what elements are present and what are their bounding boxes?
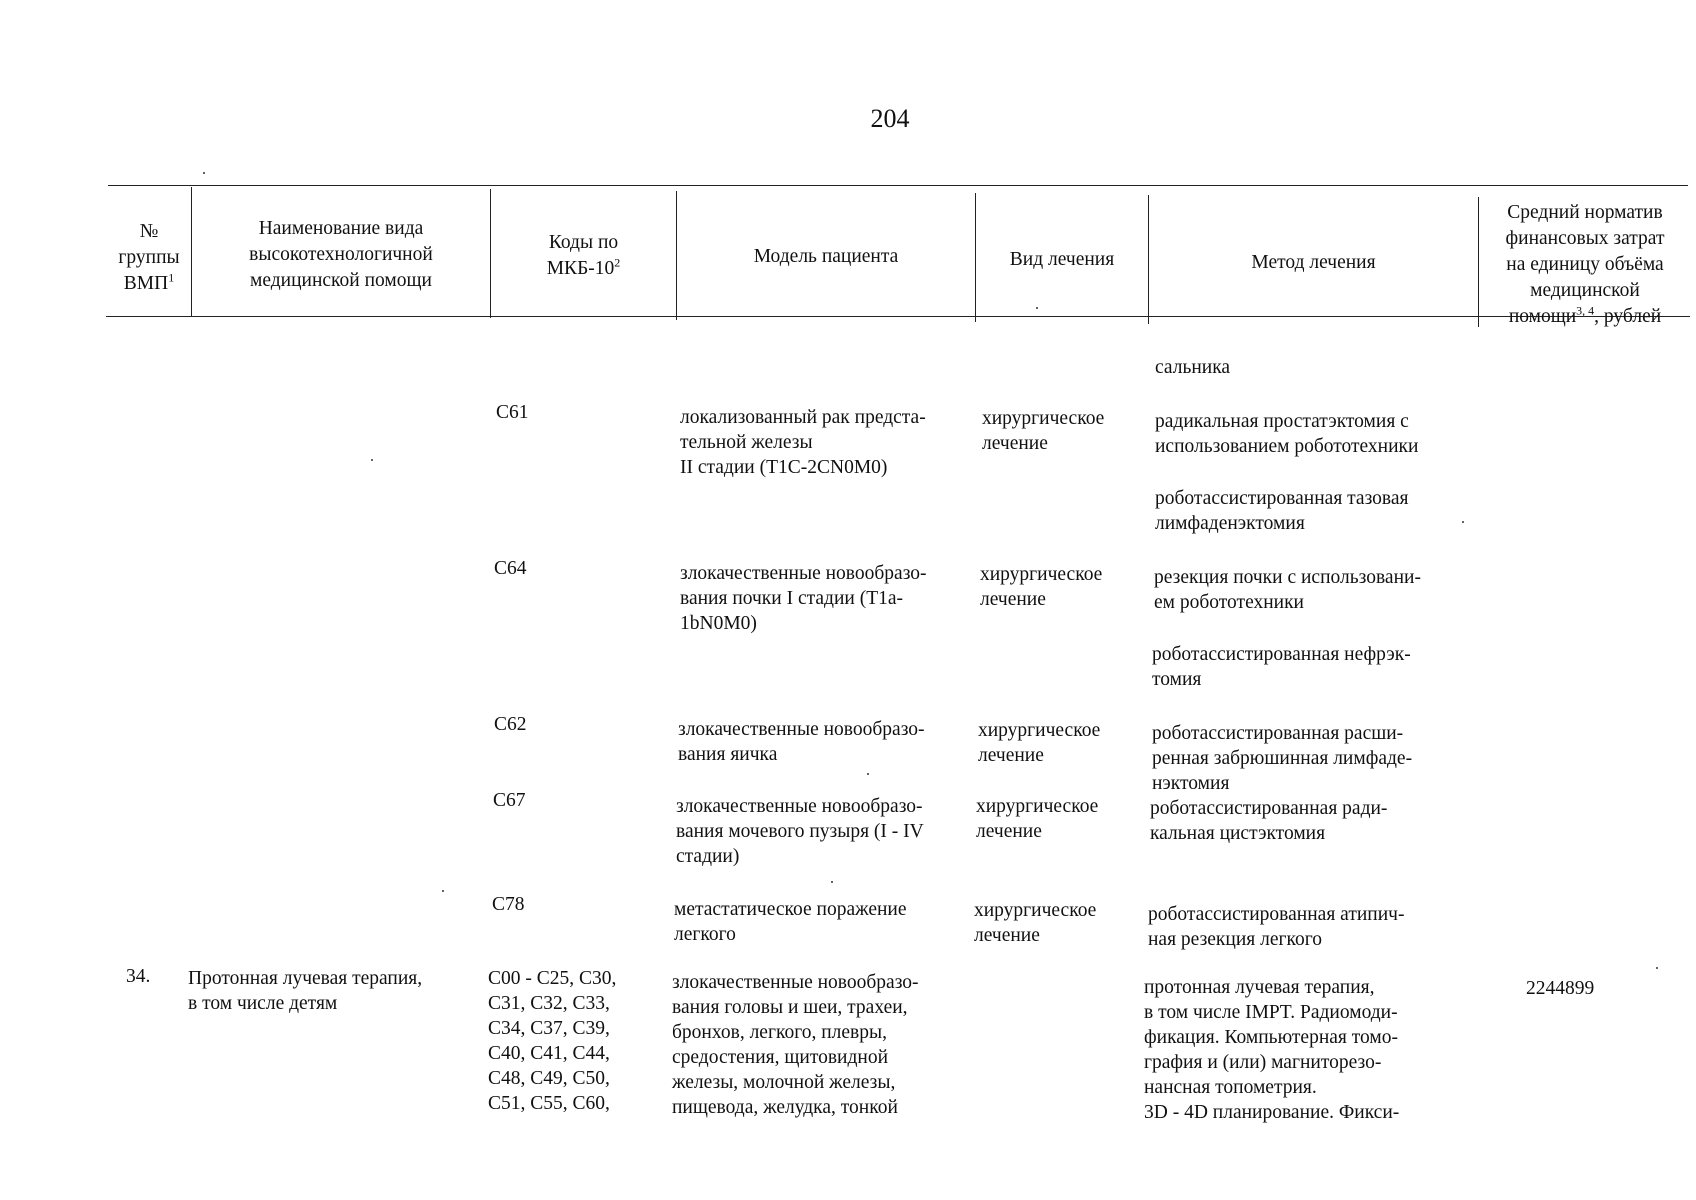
header-icd-codes-text: Коды по МКБ-10 bbox=[546, 232, 619, 279]
header-top-border bbox=[108, 185, 1688, 186]
header-divider bbox=[191, 187, 192, 317]
treatment-type-cell: хирургическое лечение bbox=[974, 900, 1097, 946]
header-patient-model bbox=[678, 212, 974, 302]
footnote-ref: 1 bbox=[168, 270, 175, 285]
footnote-ref: 2 bbox=[614, 255, 621, 270]
patient-model-cell: злокачественные новообразо- вания мочевого пузыря (I - IV стадии) bbox=[676, 796, 924, 867]
page-number: 204 bbox=[870, 104, 910, 133]
header-divider bbox=[1478, 197, 1479, 327]
header-vmp-name-text: Наименование вида высокотехнологичной медицинской помощи bbox=[249, 218, 433, 291]
header-treatment-type bbox=[977, 214, 1147, 306]
treatment-type-cell: хирургическое лечение bbox=[978, 720, 1101, 766]
method-cell: роботассистированная расши- ренная забрюшинная лимфаде- нэктомия bbox=[1152, 723, 1413, 794]
treatment-type-cell: хирургическое лечение bbox=[982, 408, 1105, 454]
icd-code-cell: C64 bbox=[494, 558, 527, 579]
header-divider bbox=[975, 193, 976, 322]
patient-model-cell: метастатическое поражение легкого bbox=[674, 899, 907, 945]
method-cell: роботассистированная тазовая лимфаденэктомия bbox=[1155, 488, 1409, 534]
header-divider bbox=[1148, 195, 1149, 324]
patient-model-cell: злокачественные новообразо- вания яичка bbox=[678, 719, 925, 765]
header-treatment-method bbox=[1150, 216, 1477, 310]
header-cost-norm bbox=[1480, 200, 1690, 330]
header-bottom-border bbox=[106, 316, 1690, 317]
header-cost-norm-tail: , рублей bbox=[1594, 306, 1662, 327]
group-number-cell: 34. bbox=[126, 966, 151, 987]
method-cell: сальника bbox=[1155, 357, 1231, 378]
scan-speck bbox=[1462, 521, 1464, 523]
header-group-number bbox=[108, 208, 190, 308]
icd-code-cell: C67 bbox=[493, 790, 526, 811]
scan-speck bbox=[867, 773, 869, 775]
footnote-ref: 3, 4 bbox=[1576, 303, 1595, 318]
scan-speck bbox=[831, 881, 833, 883]
method-cell: резекция почки с использовани- ем робототехники bbox=[1154, 567, 1421, 613]
header-divider bbox=[676, 191, 677, 320]
patient-model-cell: локализованный рак предста- тельной железы II стадии (T1C-2CN0M0) bbox=[680, 407, 926, 478]
patient-model-cell: злокачественные новообразо- вания почки I стадии (T1a- 1bN0M0) bbox=[680, 563, 927, 634]
icd-code-cell: C78 bbox=[492, 894, 525, 915]
scan-speck bbox=[371, 459, 373, 461]
scan-speck bbox=[442, 890, 444, 892]
cost-cell: 2244899 bbox=[1526, 978, 1595, 999]
vmp-name-cell: Протонная лучевая терапия, в том числе детям bbox=[188, 968, 423, 1014]
scan-speck bbox=[1036, 307, 1038, 309]
method-cell: радикальная простатэктомия с использованием робототехники bbox=[1155, 411, 1419, 457]
header-vmp-name bbox=[193, 205, 489, 305]
header-divider bbox=[490, 189, 491, 318]
method-cell: роботассистированная ради- кальная цистэктомия bbox=[1150, 798, 1388, 844]
header-treatment-method-text: Метод лечения bbox=[1251, 252, 1376, 273]
header-group-number-text: № группы ВМП bbox=[118, 221, 180, 294]
header-patient-model-text: Модель пациента bbox=[753, 246, 899, 267]
icd-code-cell: C61 bbox=[496, 402, 529, 423]
method-cell: протонная лучевая терапия, в том числе IMPT. Радиомоди- фикация. Компьютерная томо- графия и (или) магниторезо- нансная топометрия. 3D - 4D планирование. Фикси- bbox=[1144, 977, 1400, 1123]
header-treatment-type-text: Вид лечения bbox=[1009, 249, 1115, 270]
header-cost-norm-text: Средний норматив финансовых затрат на единицу объёма медицинской помощи bbox=[1505, 202, 1665, 327]
method-cell: роботассистированная атипич- ная резекция легкого bbox=[1148, 904, 1405, 950]
scan-speck bbox=[1656, 967, 1658, 969]
header-icd-codes bbox=[492, 210, 675, 302]
icd-code-cell: C00 - C25, C30, C31, C32, C33, C34, C37, C39, C40, C41, C44, C48, C49, C50, C51, C55, C60, bbox=[488, 968, 617, 1114]
treatment-type-cell: хирургическое лечение bbox=[976, 796, 1099, 842]
patient-model-cell: злокачественные новообразо- вания головы и шеи, трахеи, бронхов, легкого, плевры, средостения, щитовидной железы, молочной железы, пищевода, желудка, тонкой bbox=[672, 972, 919, 1118]
scan-speck bbox=[203, 172, 205, 174]
treatment-type-cell: хирургическое лечение bbox=[980, 564, 1103, 610]
method-cell: роботассистированная нефрэк- томия bbox=[1152, 644, 1411, 690]
icd-code-cell: C62 bbox=[494, 714, 527, 735]
